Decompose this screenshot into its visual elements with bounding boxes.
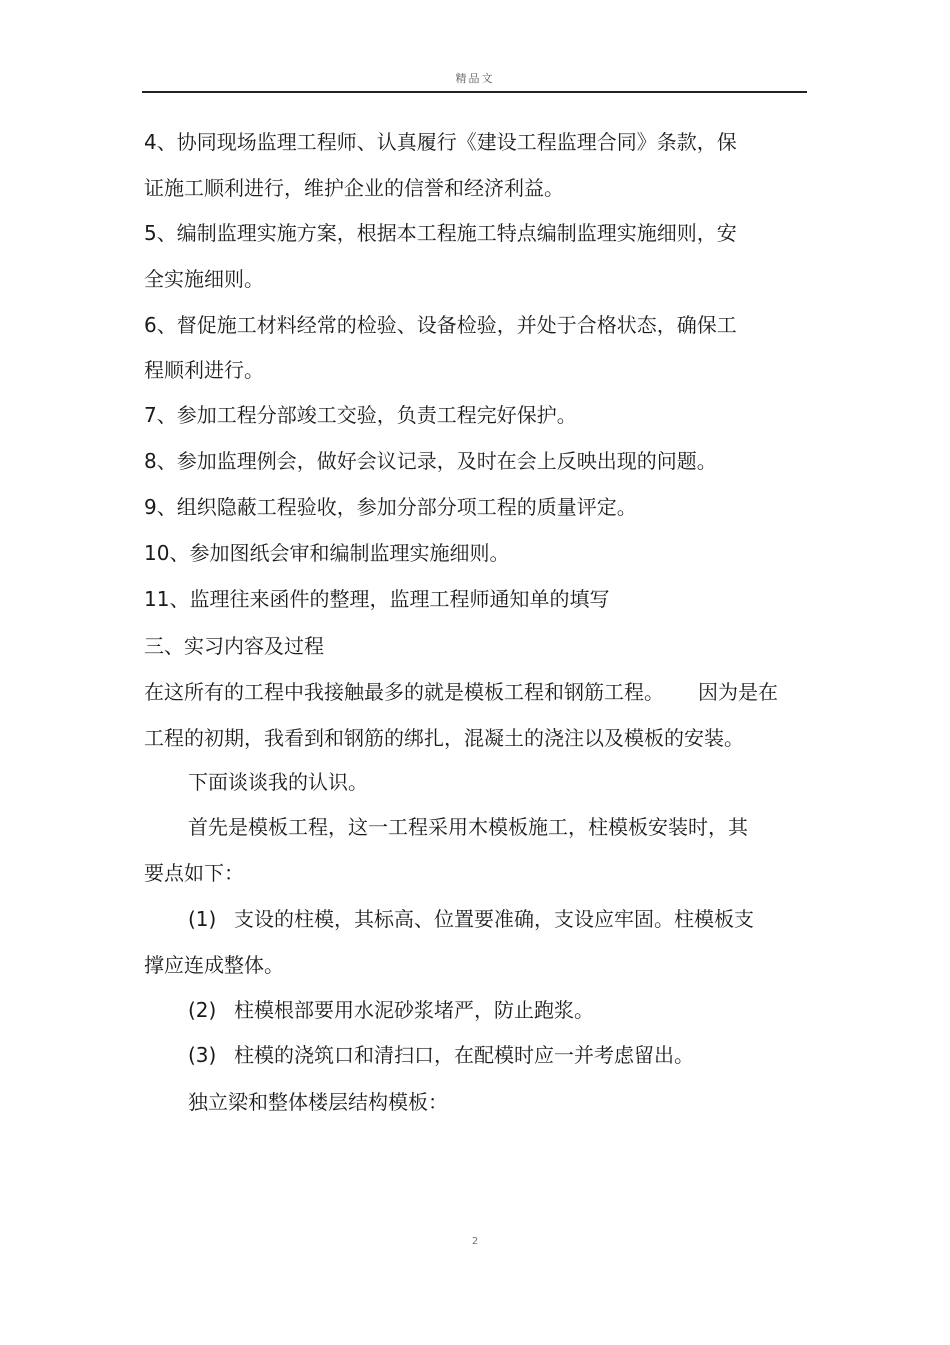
- item-5-line-2: 全实施细则。: [144, 267, 264, 291]
- item-4-line-1: 4、协同现场监理工程师、认真履行《建设工程监理合同》条款，保: [144, 130, 737, 154]
- item-11: 11、监理往来函件的整理，监理工程师通知单的填写: [144, 587, 610, 611]
- page-number: 2: [471, 1236, 479, 1247]
- header-divider: [142, 91, 807, 93]
- intro-line-2: 工程的初期，我看到和钢筋的绑扎，混凝土的浇注以及模板的安装。: [144, 726, 744, 750]
- item-9: 9、组织隐蔽工程验收，参加分部分项工程的质量评定。: [144, 495, 637, 519]
- intro-line-1: [144, 678, 809, 706]
- point-2: [188, 996, 853, 1024]
- point-1: [188, 905, 853, 933]
- point-3: [188, 1041, 853, 1069]
- para-first-line-2: 要点如下：: [144, 861, 244, 885]
- point-1-text: 支设的柱模，其标高、位置要准确，支设应牢固。柱模板支: [234, 907, 754, 931]
- item-7: 7、参加工程分部竣工交验，负责工程完好保护。: [144, 403, 577, 427]
- para-next: 下面谈谈我的认识。: [188, 770, 368, 794]
- intro-sentence-a: 在这所有的工程中我接触最多的就是模板工程和钢筋工程。: [144, 680, 664, 704]
- item-10: 10、参加图纸会审和编制监理实施细则。: [144, 541, 510, 565]
- section-heading: 三、实习内容及过程: [144, 634, 324, 658]
- item-6-line-2: 程顺利进行。: [144, 358, 264, 382]
- page-header-title: 精品文: [455, 72, 495, 85]
- point-1-number: (1): [188, 907, 217, 931]
- para-first-line-1: 首先是模板工程，这一工程采用木模板施工，柱模板安装时，其: [188, 815, 748, 839]
- point-2-text: 柱模根部要用水泥砂浆堵严，防止跑浆。: [234, 998, 594, 1022]
- intro-sentence-b: 因为是在: [698, 680, 778, 704]
- item-5-line-1: 5、编制监理实施方案，根据本工程施工特点编制监理实施细则，安: [144, 221, 737, 245]
- point-3-number: (3): [188, 1043, 217, 1067]
- last-line: 独立梁和整体楼层结构模板：: [188, 1090, 448, 1114]
- point-3-text: 柱模的浇筑口和清扫口，在配模时应一并考虑留出。: [234, 1043, 694, 1067]
- point-2-number: (2): [188, 998, 217, 1022]
- item-8: 8、参加监理例会，做好会议记录，及时在会上反映出现的问题。: [144, 449, 717, 473]
- item-4-line-2: 证施工顺利进行，维护企业的信誉和经济利益。: [144, 176, 564, 200]
- item-6-line-1: 6、督促施工材料经常的检验、设备检验，并处于合格状态，确保工: [144, 313, 737, 337]
- point-1-continuation: 撑应连成整体。: [144, 953, 284, 977]
